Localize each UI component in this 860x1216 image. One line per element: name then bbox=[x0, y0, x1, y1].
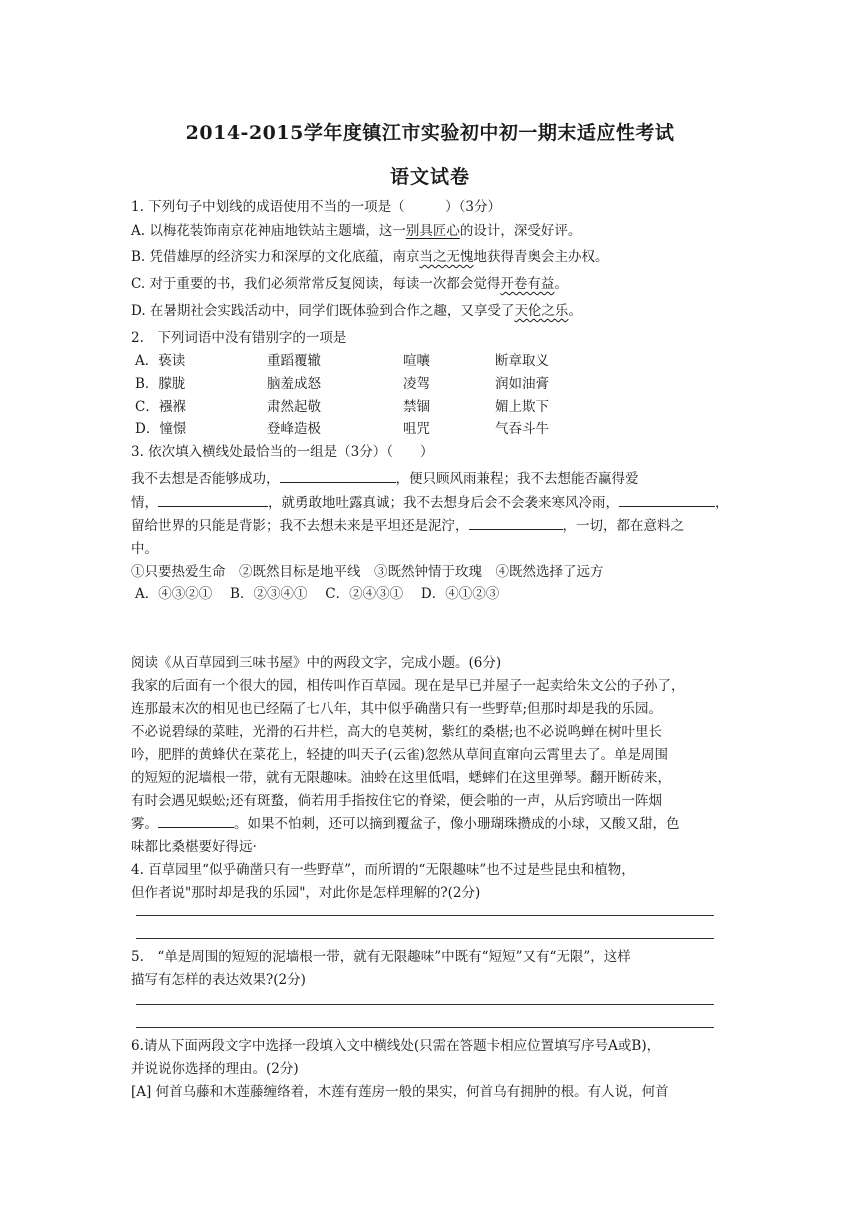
q3-blank-1 bbox=[280, 468, 396, 483]
passage-blank bbox=[158, 813, 234, 828]
passage-line-6: 有时会遇见蜈蚣;还有斑蝥，倘若用手指按住它的脊梁，便会啪的一声，从后窍喷出一阵烟 bbox=[131, 793, 663, 809]
q1-a-idiom: 别具匠心 bbox=[405, 223, 460, 239]
q3-blank-4 bbox=[469, 515, 563, 530]
q6-line-3: [A] 何首乌藤和木莲藤缠络着，木莲有莲房一般的果实，何首乌有拥肿的根。有人说，何首 bbox=[131, 1084, 669, 1100]
q1-option-a: A. 以梅花装饰南京花神庙地铁站主题墙，这一别具匠心的设计，深受好评。 bbox=[131, 223, 582, 239]
q3-passage-line-2: 情， ，就勇敢地吐露真诚；我不去想身后会不会袭来寒风冷雨， ， bbox=[131, 492, 729, 514]
q3-choices: A．④③②① B．②③④① C．②④③① D．④①②③ bbox=[135, 586, 500, 602]
passage-line-4: 吟，肥胖的黄蜂伏在菜花上，轻捷的叫天子(云雀)忽然从草间直窜向云霄里去了。单是周围 bbox=[131, 747, 669, 763]
q5-answer-line-1[interactable] bbox=[136, 1004, 714, 1005]
q1-d-idiom: 天伦之乐 bbox=[514, 303, 569, 319]
q1-option-c: C. 对于重要的书，我们必须常常反复阅读，每读一次都会觉得开卷有益。 bbox=[131, 276, 568, 292]
q2-row-c: C．襁褓 肃然起敬 禁锢 媚上欺下 bbox=[135, 399, 549, 415]
exam-subtitle: 语文试卷 bbox=[389, 166, 470, 188]
q1-stem: 1. 下列句子中划线的成语使用不当的一项是（ ）（3分） bbox=[131, 199, 502, 215]
q4-line-2: 但作者说"那时却是我的乐园"，对此你是怎样理解的?(2分) bbox=[131, 885, 481, 901]
q5-answer-line-2[interactable] bbox=[136, 1027, 714, 1028]
passage-line-1: 我家的后面有一个很大的园，相传叫作百草园。现在是早已并屋子一起卖给朱文公的子孙了， bbox=[131, 678, 685, 694]
q2-row-a: A．亵读 重蹈覆辙 喧嚷 断章取义 bbox=[135, 353, 549, 369]
q1-b-idiom: 当之无愧 bbox=[419, 249, 474, 265]
q3-passage-line-4: 中。 bbox=[131, 541, 158, 557]
q3-passage-line-1: 我不去想是否能够成功， ，便只顾风雨兼程；我不去想能否赢得爱 bbox=[131, 468, 639, 490]
q3-passage-line-3: 留给世界的只能是背影；我不去想未来是平坦还是泥泞， ，一切，都在意料之 bbox=[131, 515, 684, 537]
q2-stem: 2. 下列词语中没有错别字的一项是 bbox=[131, 330, 347, 346]
q3-stem: 3. 依次填入横线处最恰当的一组是（3分）（ ） bbox=[131, 444, 434, 460]
passage-line-5: 的短短的泥墙根一带，就有无限趣味。油蛉在这里低唱，蟋蟀们在这里弹琴。翻开断砖来， bbox=[131, 770, 671, 786]
q3-options: ①只要热爱生命 ②既然目标是地平线 ③既然钟情于玫瑰 ④既然选择了远方 bbox=[131, 564, 604, 580]
exam-title: 2014-2015学年度镇江市实验初中初一期末适应性考试 bbox=[185, 122, 675, 144]
passage-line-7: 雾。 。如果不怕刺，还可以摘到覆盆子，像小珊瑚珠攒成的小球，又酸又甜，色 bbox=[131, 813, 680, 835]
q5-line-2: 描写有怎样的表达效果?(2分) bbox=[131, 972, 306, 988]
q6-line-2: 并说说你选择的理由。(2分) bbox=[131, 1061, 299, 1077]
q3-blank-3 bbox=[619, 492, 715, 507]
q1-option-b: B. 凭借雄厚的经济实力和深厚的文化底蕴，南京当之无愧地获得青奥会主办权。 bbox=[131, 249, 609, 265]
q4-line-1: 4. 百草园里“似乎确凿只有一些野草”，而所谓的“无限趣味”也不过是些昆虫和植物， bbox=[131, 862, 635, 878]
q2-row-d: D．憧憬 登峰造极 咀咒 气吞斗牛 bbox=[135, 421, 549, 437]
passage-line-3: 不必说碧绿的菜畦，光滑的石井栏，高大的皂荚树，紫红的桑椹;也不必说鸣蝉在树叶里长 bbox=[131, 724, 663, 740]
reading-intro: 阅读《从百草园到三味书屋》中的两段文字，完成小题。(6分) bbox=[131, 655, 502, 671]
q4-answer-line-2[interactable] bbox=[136, 938, 714, 939]
q4-answer-line-1[interactable] bbox=[136, 915, 714, 916]
passage-line-8: 味都比桑椹要好得远· bbox=[131, 839, 257, 855]
q2-row-b: B．朦胧 脑羞成怒 凌驾 润如油膏 bbox=[135, 376, 549, 392]
q3-blank-2 bbox=[158, 492, 268, 507]
q6-line-1: 6.请从下面两段文字中选择一段填入文中横线处(只需在答题卡相应位置填写序号A或B)， bbox=[131, 1038, 661, 1054]
passage-line-2: 连那最末次的相见也已经隔了七八年，其中似乎确凿只有一些野草;但那时却是我的乐园。 bbox=[131, 701, 663, 717]
q1-c-idiom: 开卷有益 bbox=[500, 276, 555, 292]
q5-line-1: 5. “单是周围的短短的泥墙根一带，就有无限趣味”中既有“短短”又有“无限”，这样 bbox=[131, 949, 631, 965]
q1-option-d: D. 在暑期社会实践活动中，同学们既体验到合作之趣，又享受了天伦之乐。 bbox=[131, 303, 582, 319]
